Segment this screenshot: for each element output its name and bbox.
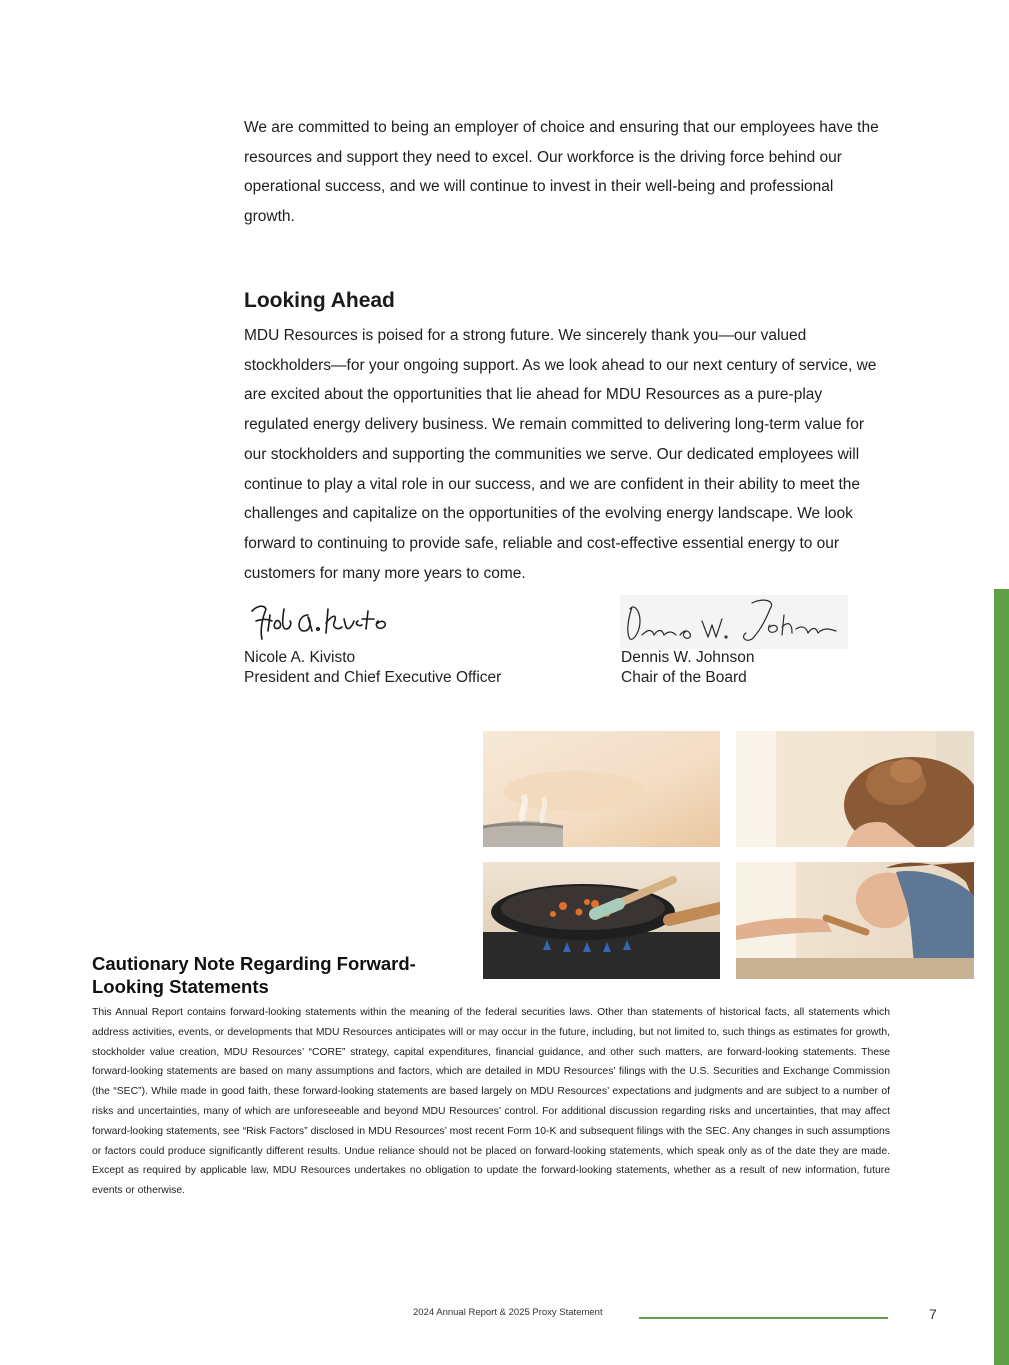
signatory-name: Nicole A. Kivisto — [244, 649, 356, 666]
page-number: 7 — [929, 1306, 937, 1322]
signatory-kivisto — [244, 648, 501, 687]
cautionary-note-heading: Cautionary Note Regarding Forward-Looking Statements — [92, 953, 416, 997]
looking-ahead-heading: Looking Ahead — [244, 289, 395, 312]
intro-paragraph: We are committed to being an employer of choice and ensuring that our employees have the resources and support they need to excel. Our workforce is the driving force behind our operational success, and we will continue to invest in their well-being and professional growth. — [244, 119, 879, 225]
footer-divider — [639, 1317, 888, 1319]
signatory-name: Dennis W. Johnson — [621, 649, 755, 666]
cautionary-note-paragraph: This Annual Report contains forward-looking statements within the meaning of the federal securities laws. Other than statements of historical facts, all statements which address activities, events, or developments that MDU Resources anticipates will or may occur in the future, including, but not limited to, such things as estimates for growth, stockholder value creation, MDU Resources’ “CORE” strategy, capital expenditures, financial guidance, and other such matters, are forward-looking statements. These forward-looking statements are based on many assumptions and factors, which are detailed in MDU Resources’ filings with the U.S. Securities and Exchange Commission (the “SEC”). While made in good faith, these forward-looking statements are based largely on MDU Resources’ expectations and judgments and are subject to a number of risks and uncertainties, many of which are unforeseeable and beyond MDU Resources’ control. For additional discussion regarding risks and uncertainties, that may affect forward-looking statements, see “Risk Factors” disclosed in MDU Resources’ most recent Form 10-K and subsequent filings with the SEC. Any changes in such assumptions or factors could produce significantly different results. Undue reliance should not be placed on forward-looking statements, which speak only as of the date they are made. Except as required by applicable law, MDU Resources undertakes no obligation to update the forward-looking statements, whether as a result of new information, future events or otherwise. — [92, 1007, 890, 1197]
frying-pan-on-gas-stove-photo — [483, 862, 720, 979]
footer-report-title: 2024 Annual Report & 2025 Proxy Statement — [413, 1307, 603, 1318]
woman-cooking-photo — [736, 731, 974, 847]
signature-johnson — [620, 595, 848, 649]
woman-stirring-photo — [736, 862, 974, 979]
accent-side-bar — [994, 589, 1009, 1365]
looking-ahead-paragraph: MDU Resources is poised for a strong future. We sincerely thank you—our valued stockholders—for your ongoing support. As we look ahead to our next century of service, we are excited about the opportunities that lie ahead for MDU Resources as a pure-play regulated energy delivery business. We remain committed to delivering long-term value for our stockholders and supporting the communities we serve. Our dedicated employees will continue to play a vital role in our success, and we are confident in their ability to meet the challenges and capitalize on the opportunities of the evolving energy landscape. We look forward to continuing to provide safe, reliable and cost-effective essential energy to our customers for many more years to come. — [244, 327, 877, 582]
signatory-title: Chair of the Board — [621, 668, 747, 686]
signatory-title: President and Chief Executive Officer — [244, 668, 502, 686]
signatory-johnson — [621, 648, 755, 687]
steaming-pot-photo — [483, 731, 720, 847]
signature-kivisto — [246, 597, 406, 643]
